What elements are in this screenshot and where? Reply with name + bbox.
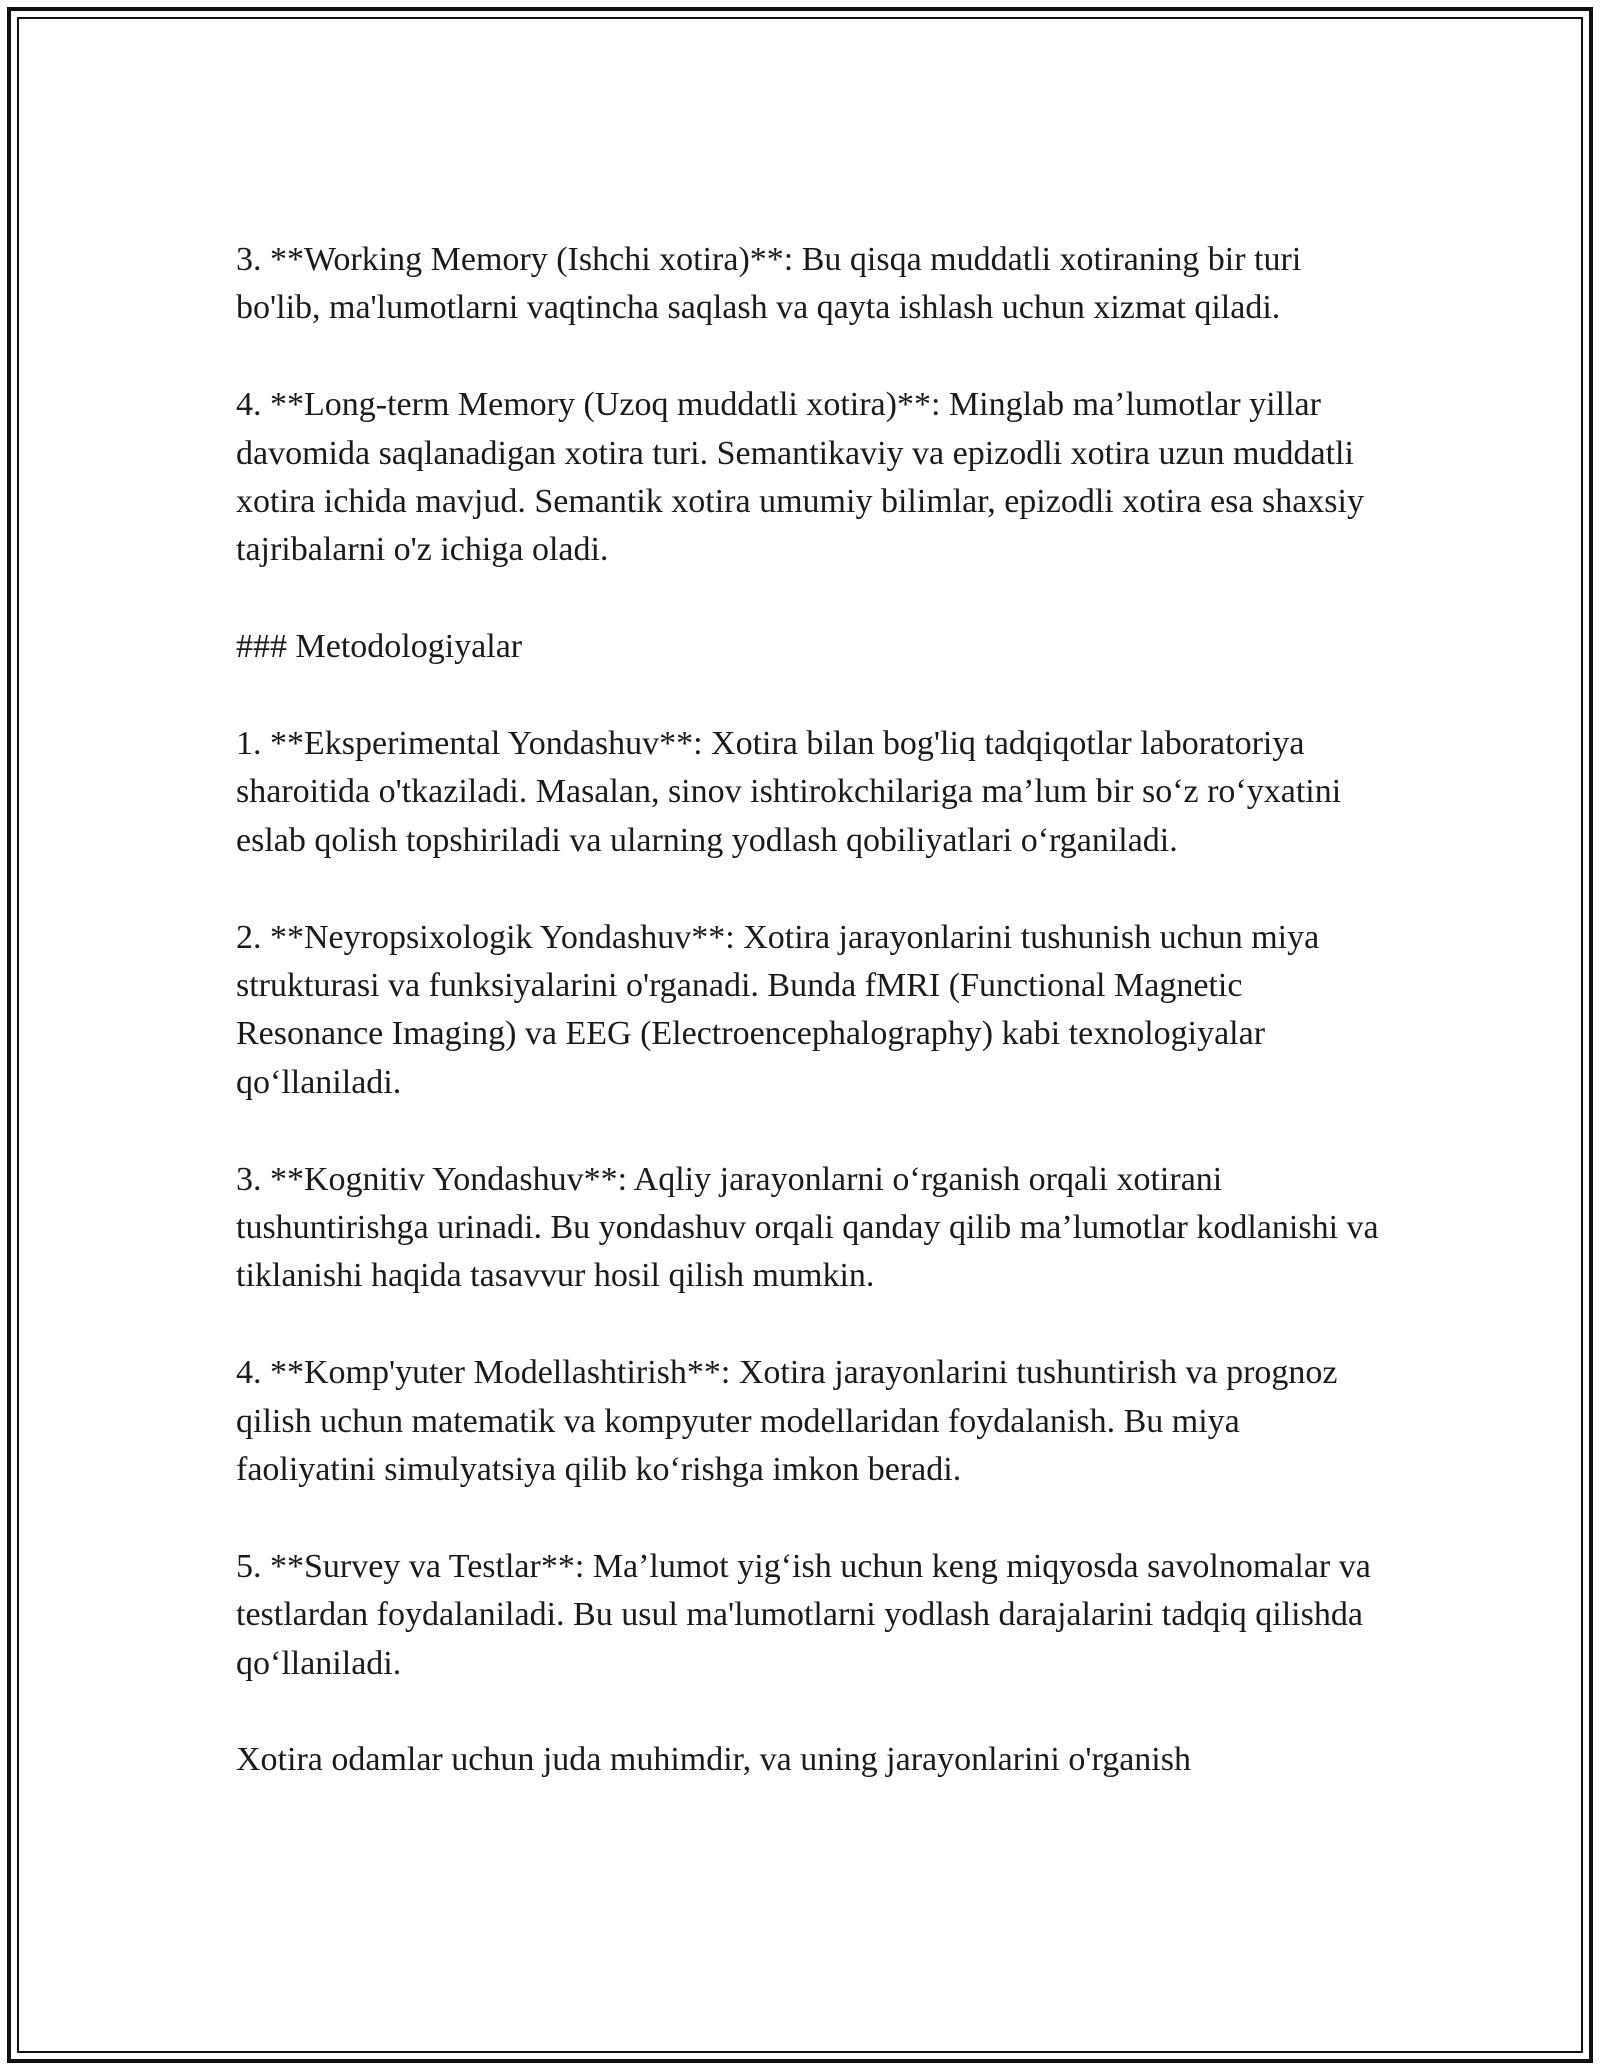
paragraph-experimental-approach: 1. **Eksperimental Yondashuv**: Xotira bilan bog'liq tadqiqotlar laboratoriya sharoitida o'tkaziladi. Masalan, sinov ishtirokchilariga ma’lum bir so‘z ro‘yxatini eslab qolish topshiriladi va ularning yodlash qobiliyatlari o‘rganiladi. [236, 725, 1342, 859]
paragraph-cognitive-approach: 3. **Kognitiv Yondashuv**: Aqliy jarayonlarni o‘rganish orqali xotirani tushuntirishga urinadi. Bu yondashuv orqali qanday qilib ma’lumotlar kodlanishi va tiklanishi haqida tasavvur hosil qilish mumkin. [236, 1160, 1379, 1295]
paragraph-long-term-memory: 4. **Long-term Memory (Uzoq muddatli xotira)**: Minglab ma’lumotlar yillar davomida saqlanadigan xotira turi. Semantikaviy va epizodli xotira uzun muddatli xotira ichida mavjud. Semantik xotira umumiy bilimlar, epizodli xotira esa shaxsiy tajribalarni o'z ichiga oladi. [236, 386, 1364, 569]
paragraph-neuropsychological-approach: 2. **Neyropsixologik Yondashuv**: Xotira jarayonlarini tushunish uchun miya strukturasi va funksiyalarini o'rganadi. Bunda fMRI (Functional Magnetic Resonance Imaging) va EEG (Electroencephalography) kabi texnologiyalar qo‘llaniladi. [236, 918, 1320, 1101]
paragraph-computer-modeling: 4. **Komp'yuter Modellashtirish**: Xotira jarayonlarini tushuntirish va prognoz qilish uchun matematik va kompyuter modellaridan foydalanish. Bu miya faoliyatini simulyatsiya qilib ko‘rishga imkon beradi. [236, 1354, 1338, 1489]
section-heading-methodologies: ### Metodologiyalar [236, 628, 523, 666]
paragraph-conclusion: Xotira odamlar uchun juda muhimdir, va uning jarayonlarini o'rganish [236, 1741, 1191, 1779]
document-body [236, 236, 1386, 1785]
paragraph-survey-and-tests: 5. **Survey va Testlar**: Ma’lumot yig‘ish uchun keng miqyosda savolnomalar va testlardan foydalaniladi. Bu usul ma'lumotlarni yodlash darajalarini tadqiq qilishda qo‘llaniladi. [236, 1547, 1371, 1682]
paragraph-working-memory: 3. **Working Memory (Ishchi xotira)**: Bu qisqa muddatli xotiraning bir turi bo'lib, ma'lumotlarni vaqtincha saqlash va qayta ishlash uchun xizmat qiladi. [236, 241, 1302, 327]
